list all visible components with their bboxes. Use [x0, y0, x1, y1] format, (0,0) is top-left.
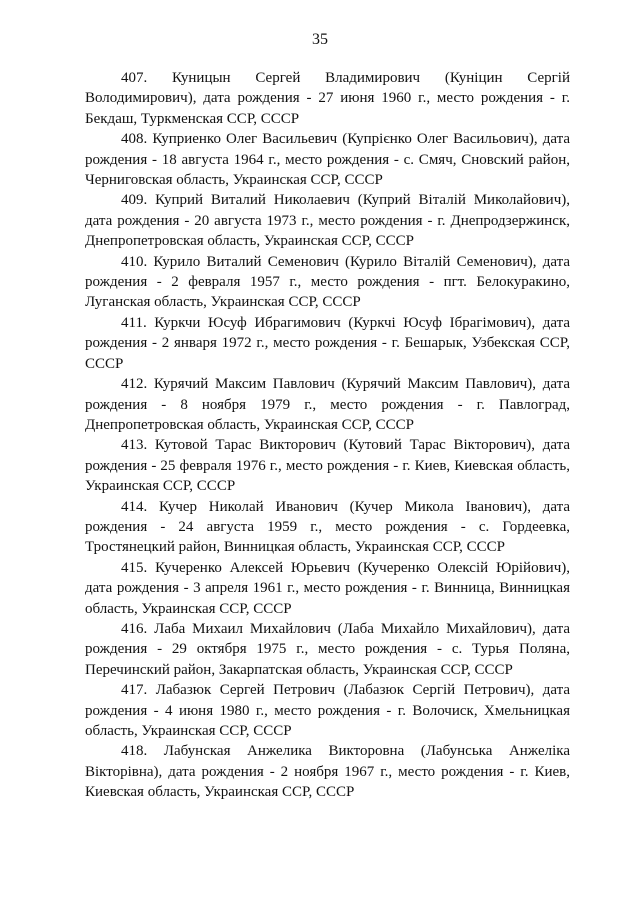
list-item: 414. Кучер Николай Иванович (Кучер Микола Іванович), дата рождения - 24 августа 1959 г., место рождения - с. Гордеевка, Тростянецкий район, Винницкая область, Украинская ССР, СССР: [85, 498, 570, 556]
list-item: 412. Курячий Максим Павлович (Курячий Максим Павлович), дата рождения - 8 ноября 1979 г., место рождения - г. Павлоград, Днепропетровская область, Украинская ССР, СССР: [85, 376, 570, 433]
list-item: 417. Лабазюк Сергей Петрович (Лабазюк Сергій Петрович), дата рождения - 4 июня 1980 г., место рождения - г. Волочиск, Хмельницкая область, Украинская ССР, СССР: [85, 682, 570, 739]
list-item: 413. Кутовой Тарас Викторович (Кутовий Тарас Вікторович), дата рождения - 25 февраля 1976 г., место рождения - г. Киев, Киевская область, Украинская ССР, СССР: [85, 437, 570, 495]
list-item: 418. Лабунская Анжелика Викторовна (Лабунська Анжеліка Вікторівна), дата рождения - 2 ноября 1967 г., место рождения - г. Киев, Киевская область, Украинская ССР, СССР: [85, 743, 570, 801]
list-item: 408. Куприенко Олег Васильевич (Купрієнко Олег Васильович), дата рождения - 18 августа 1964 г., место рождения - с. Смяч, Сновский район, Черниговская область, Украинская ССР, СССР: [85, 131, 570, 189]
list-item: 416. Лаба Михаил Михайлович (Лаба Михайло Михайлович), дата рождения - 29 октября 1975 г., место рождения - с. Турья Поляна, Перечинский район, Закарпатская область, Украинская ССР, СССР: [85, 620, 570, 678]
list-item: 410. Курило Виталий Семенович (Курило Віталій Семенович), дата рождения - 2 февраля 1957 г., место рождения - пгт. Белокуракино, Луганская область, Украинская ССР, СССР: [85, 253, 570, 311]
entry-list: [85, 68, 570, 803]
list-item: 411. Куркчи Юсуф Ибрагимович (Куркчі Юсуф Ібрагімович), дата рождения - 2 января 1972 г., место рождения - г. Бешарык, Узбекская ССР, СССР: [85, 314, 570, 372]
list-item: 415. Кучеренко Алексей Юрьевич (Кучеренко Олексій Юрійович), дата рождения - 3 апреля 1961 г., место рождения - г. Винница, Винницкая область, Украинская ССР, СССР: [85, 559, 570, 617]
list-item: 407. Куницын Сергей Владимирович (Куніцин Сергій Володимирович), дата рождения - 27 июня 1960 г., место рождения - г. Бекдаш, Туркменская ССР, СССР: [85, 70, 570, 127]
page-number: 35: [312, 31, 328, 48]
list-item: 409. Куприй Виталий Николаевич (Куприй Віталій Миколайович), дата рождения - 20 августа 1973 г., место рождения - г. Днепродзержинск, Днепропетровская область, Украинская ССР, СССР: [85, 192, 570, 250]
